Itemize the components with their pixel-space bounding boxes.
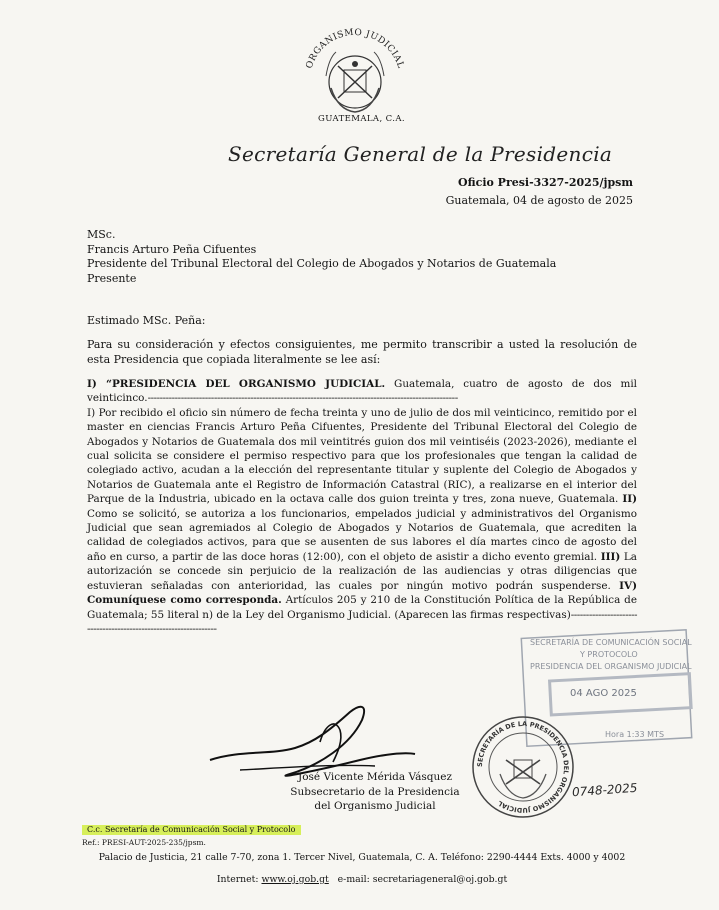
resolution-number: I) “ [87, 378, 112, 390]
resolution-point-2: Como se solicitó, se autoriza a los funcionarios, empelados judicial y administrativos del Organismo Judicial que sean agremiados al Colegio de Abogados y Notarios de Guatemala, que acrediten la calidad de colegiados activos, para que se ausenten de sus labores el día martes cinco de agosto del año en curso, a partir de las doce horas (12:00), con el objeto de asistir a dicho evento gremial. [87, 507, 637, 563]
addressee-block [87, 228, 556, 286]
presidency-round-stamp [468, 712, 578, 822]
signer-title-1: Subsecretario de la Presidencia [290, 785, 460, 798]
addressee-presente: Presente [87, 271, 137, 285]
resolution-body [87, 406, 637, 637]
organismo-judicial-seal [296, 18, 414, 124]
office-name: Secretaría General de la Presidencia [228, 142, 613, 166]
handwritten-number: 0748-2025 [571, 780, 638, 800]
stamp-line-3: PRESIDENCIA DEL ORGANISMO JUDICIAL [530, 662, 692, 671]
stamp-date: 04 AGO 2025 [570, 688, 637, 699]
resolution-point-4-title: IV) Comuníquese como corresponda. [87, 579, 637, 607]
email-label: e-mail: [337, 874, 370, 885]
resolution-point-2-num: II) [622, 493, 637, 506]
addressee-position: Presidente del Tribunal Electoral del Colegio de Abogados y Notarios de Guatemala [87, 257, 557, 270]
seal-arc-text: ORGANISMO JUDICIAL [304, 27, 406, 70]
greeting: Estimado MSc. Peña: [87, 314, 206, 327]
resolution-date: Guatemala, cuatro de agosto de dos mil veinticinco. [87, 378, 637, 405]
email-link[interactable]: secretariageneral@oj.gob.gt [372, 874, 508, 885]
dash-fill: ------------------------------------------------------------------------------------------------------- [147, 392, 458, 405]
svg-text:SECRETARÍA DE LA PRESIDENCIA D [476, 720, 570, 814]
resolution-text [87, 377, 637, 636]
dash-fill-end: ----------------------------------------------------------------- [87, 608, 637, 635]
round-stamp-text: SECRETARÍA DE LA PRESIDENCIA DEL ORGANISMO JUDICIAL [475, 719, 571, 815]
resolution-title: PRESIDENCIA DEL ORGANISMO JUDICIAL. [111, 378, 386, 390]
internet-label: Internet: [216, 874, 259, 885]
letter-date: Guatemala, 04 de agosto de 2025 [445, 194, 633, 207]
signature-block [280, 770, 470, 814]
intro-paragraph: Para su consideración y efectos consiguientes, me permito transcribir a usted la resolución de esta Presidencia que copiada literalmente se lee así: [87, 338, 637, 366]
stamp-line-1: SECRETARÍA DE COMUNICACIÓN SOCIAL [530, 638, 692, 647]
resolution-point-4: Artículos 205 y 210 de la Constitución Política de la República de Guatemala; 55 literal n) de la Ley del Organismo Judicial. (Aparecen las firmas respectivas) [87, 594, 637, 621]
stamp-line-2: Y PROTOCOLO [580, 650, 638, 659]
addressee-title: MSc. [87, 228, 116, 241]
signer-title-2: del Organismo Judicial [314, 800, 436, 812]
signer-name: José Vicente Mérida Vásquez [297, 771, 452, 783]
carbon-copy: C.c. Secretaría de Comunicación Social y Protocolo [82, 825, 301, 835]
resolution-point-1: I) Por recibido el oficio sin número de fecha treinta y uno de julio de dos mil veinticinco, remitido por el master en ciencias Francis Arturo Peña Cifuentes, Presidente del Tribunal Electoral del Colegio de Abogados y Notarios de Guatemala dos mil veintitrés guion dos mil veintiséis (2023-2026), mediante el cual solicita se considere el permiso respectivo para que los profesionales que tengan la calidad de colegiado activo, acudan a la elección del representante titular y suplente del Colegio de Abogados y Notarios de Guatemala ante el Registro de Información Catastral (RIC), a realizarse en el interior del Parque de la Industria, ubicado en la octava calle dos guion treinta y tres, zona nueve, Guatemala. [87, 406, 637, 506]
footer-address: Palacio de Justicia, 21 calle 7-70, zona 1. Tercer Nivel, Guatemala, C. A. Teléfono: 2290-4444 Exts. 4000 y 4002 [98, 852, 626, 863]
footer-contact [82, 874, 642, 885]
resolution-point-3: La autorización se concede sin perjuicio de la realización de las audiencias y otras diligencias que estuvieran señaladas con anterioridad, las cuales por ningún motivo podrán suspenderse. [87, 550, 638, 592]
resolution-heading [87, 377, 637, 406]
oficio-number: Oficio Presi-3327-2025/jpsm [458, 176, 633, 189]
reference: Ref.: PRESI-AUT-2025-235/jpsm. [82, 838, 206, 847]
stamp-time: Hora 1:33 MTS [605, 730, 665, 739]
resolution-point-3-num: III) [600, 550, 621, 563]
addressee-name: Francis Arturo Peña Cifuentes [87, 242, 257, 256]
internet-link[interactable]: www.oj.gob.gt [261, 874, 329, 885]
seal-caption: GUATEMALA, C.A. [318, 114, 406, 124]
